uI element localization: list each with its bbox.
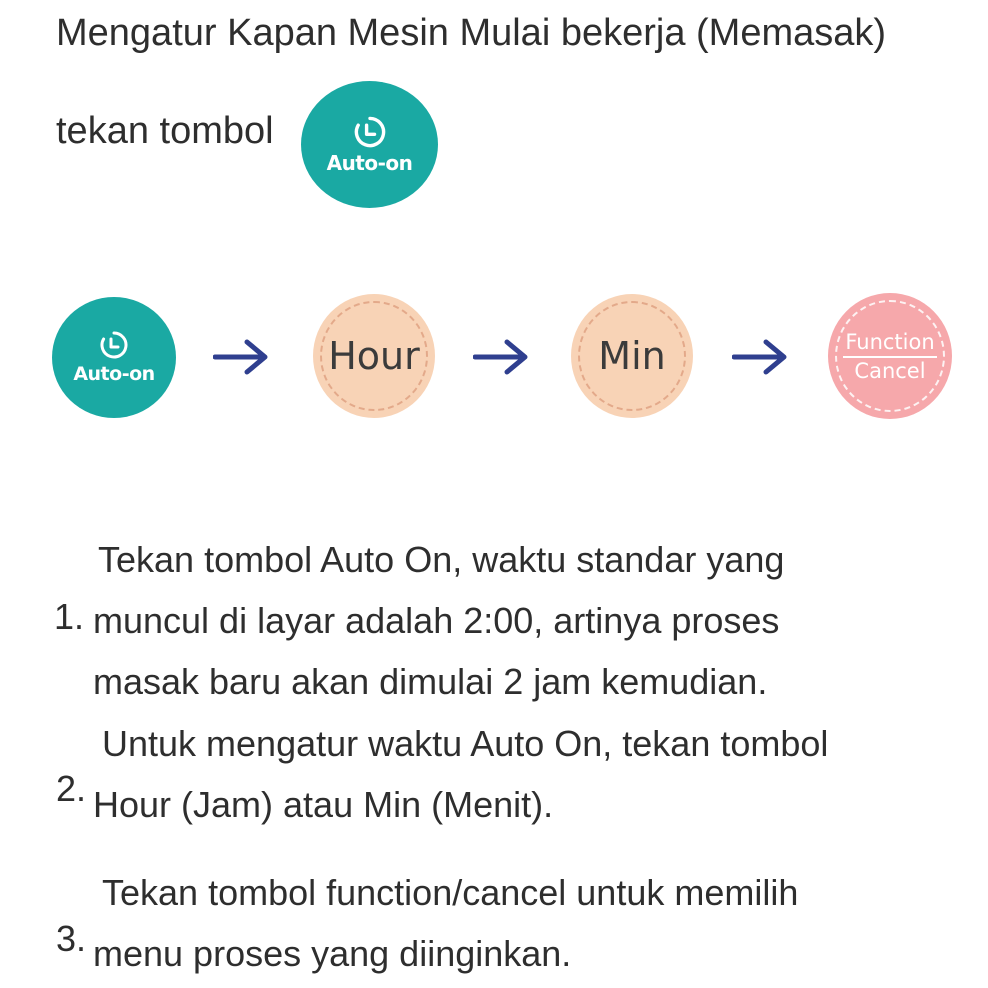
step-text-line: Hour (Jam) atau Min (Menit). [93,784,554,825]
page-title: Mengatur Kapan Mesin Mulai bekerja (Memasak) [56,12,887,54]
cancel-label: Cancel [854,358,926,383]
arrow-right-icon [732,337,788,377]
hour-label: Hour [328,334,420,378]
step-number: 3. [56,918,87,959]
min-button[interactable] [571,294,693,418]
press-button-label: tekan tombol [56,110,274,152]
hour-button[interactable] [313,294,435,418]
step-text-line: Tekan tombol Auto On, waktu standar yang [98,539,785,580]
arrow-right-icon [473,337,529,377]
clock-icon [353,115,387,149]
function-cancel-button[interactable] [828,293,952,419]
step-text-line: masak baru akan dimulai 2 jam kemudian. [93,661,768,702]
step-number: 2. [56,768,87,809]
min-label: Min [598,334,666,378]
auto-on-button-large[interactable] [301,81,438,208]
step-number: 1. [54,596,85,637]
step-text-line: muncul di layar adalah 2:00, artinya proses [93,600,780,641]
step-text-line: Untuk mengatur waktu Auto On, tekan tombol [102,723,829,764]
auto-on-button[interactable] [52,297,176,418]
function-cancel-label [843,329,936,384]
step-text-line: menu proses yang diinginkan. [93,933,572,974]
arrow-right-icon [213,337,269,377]
auto-on-label: Auto-on [73,363,155,385]
auto-on-label: Auto-on [326,150,413,175]
function-label: Function [843,329,936,358]
clock-icon [99,330,129,360]
step-text-line: Tekan tombol function/cancel untuk memilih [102,872,799,913]
